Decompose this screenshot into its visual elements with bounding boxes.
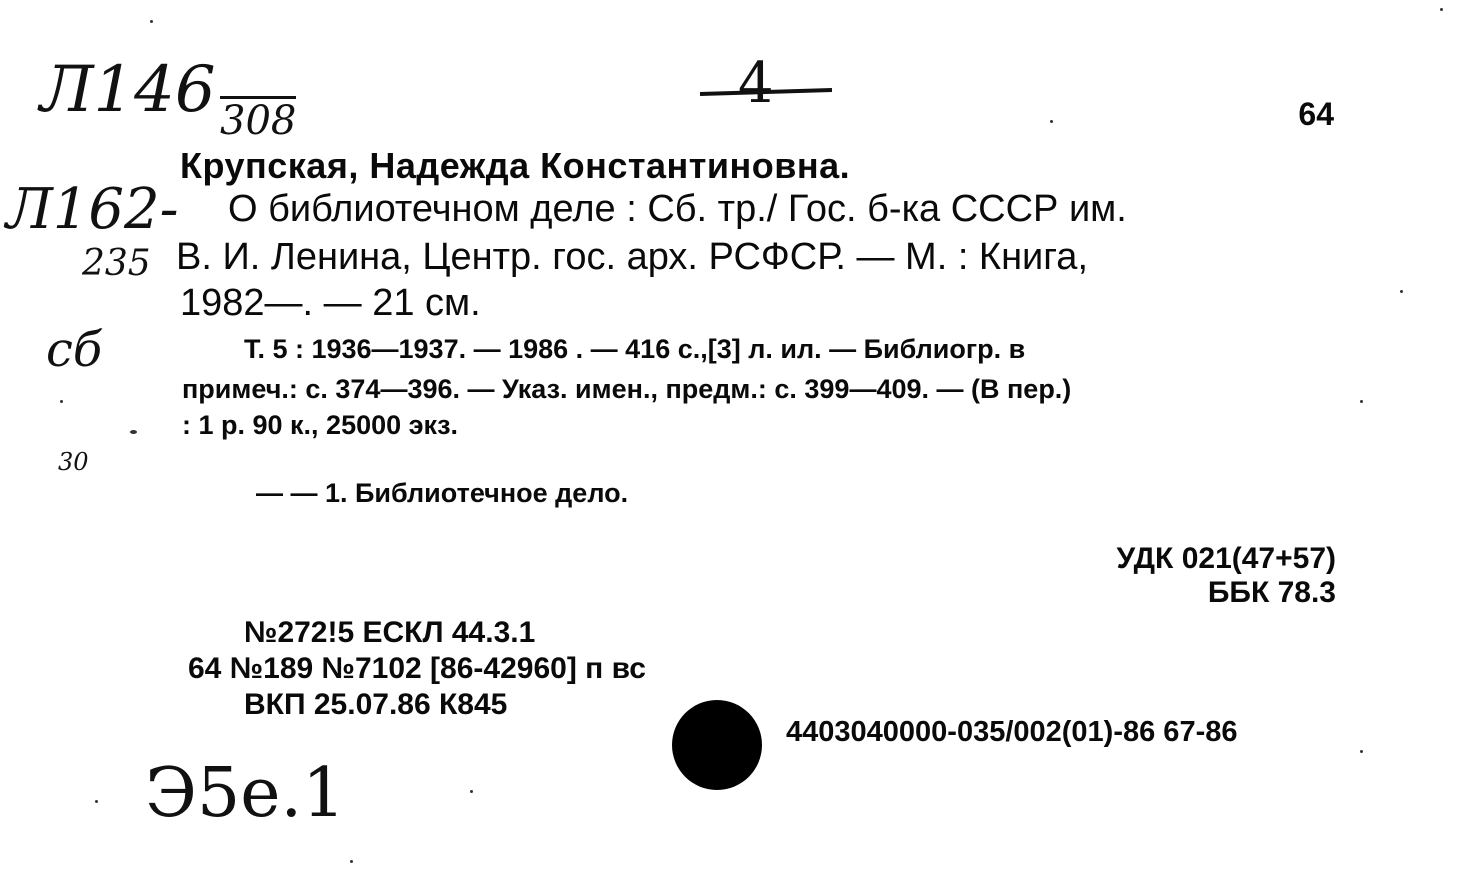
speck [130,430,137,434]
handwritten-side-note-small: 30 [58,448,89,476]
speck [1360,750,1363,753]
record-line-2: 64 №189 №7102 [86-42960] п вс [188,652,646,685]
handwritten-call-number-mid: Л162- [6,177,179,242]
page-number: 64 [1298,96,1334,132]
classification-code-number: 4403040000-035/002(01)-86 67-86 [786,716,1238,748]
title-line-2: В. И. Ленина, Центр. гос. арх. РСФСР. — М. : Книга, [176,236,1088,278]
record-line-3: ВКП 25.07.86 К845 [244,688,508,721]
title-line-1: О библиотечном деле : Сб. тр./ Гос. б-ка СССР им. [228,188,1127,230]
handwritten-side-note: сб [46,322,103,378]
speck [350,860,353,863]
black-circle-mark [672,700,762,790]
speck [150,20,153,23]
speck [1400,290,1403,293]
volume-line-3: : 1 р. 90 к., 25000 экз. [182,410,458,440]
author-heading: Крупская, Надежда Константиновна. [180,145,851,186]
subject-heading: — — 1. Библиотечное дело. [256,478,629,508]
handwritten-call-number-top: Л146 [40,53,216,127]
handwritten-card-number: 4 [738,51,774,116]
speck [1440,8,1443,11]
handwritten-call-number-top-sub: 308 [220,98,297,144]
speck [470,790,473,793]
udk-code: УДК 021(47+57) [1116,542,1336,575]
speck [95,800,98,803]
title-line-3: 1982—. — 21 см. [180,282,481,324]
record-line-1: №272!5 ЕСКЛ 44.3.1 [244,616,536,649]
speck [60,400,63,403]
volume-line-2: примеч.: с. 374—396. — Указ. имен., предм.: с. 399—409. — (В пер.) [182,374,1072,404]
volume-line-1: Т. 5 : 1936—1937. — 1986 . — 416 с.,[3] л. ил. — Библиогр. в [244,334,1026,364]
speck [1050,120,1053,123]
bbk-code: ББК 78.3 [1207,576,1336,609]
handwritten-bottom-note: Э5е.1 [145,754,346,833]
speck [1360,400,1363,403]
handwritten-call-number-mid-sub: 235 [82,243,151,284]
